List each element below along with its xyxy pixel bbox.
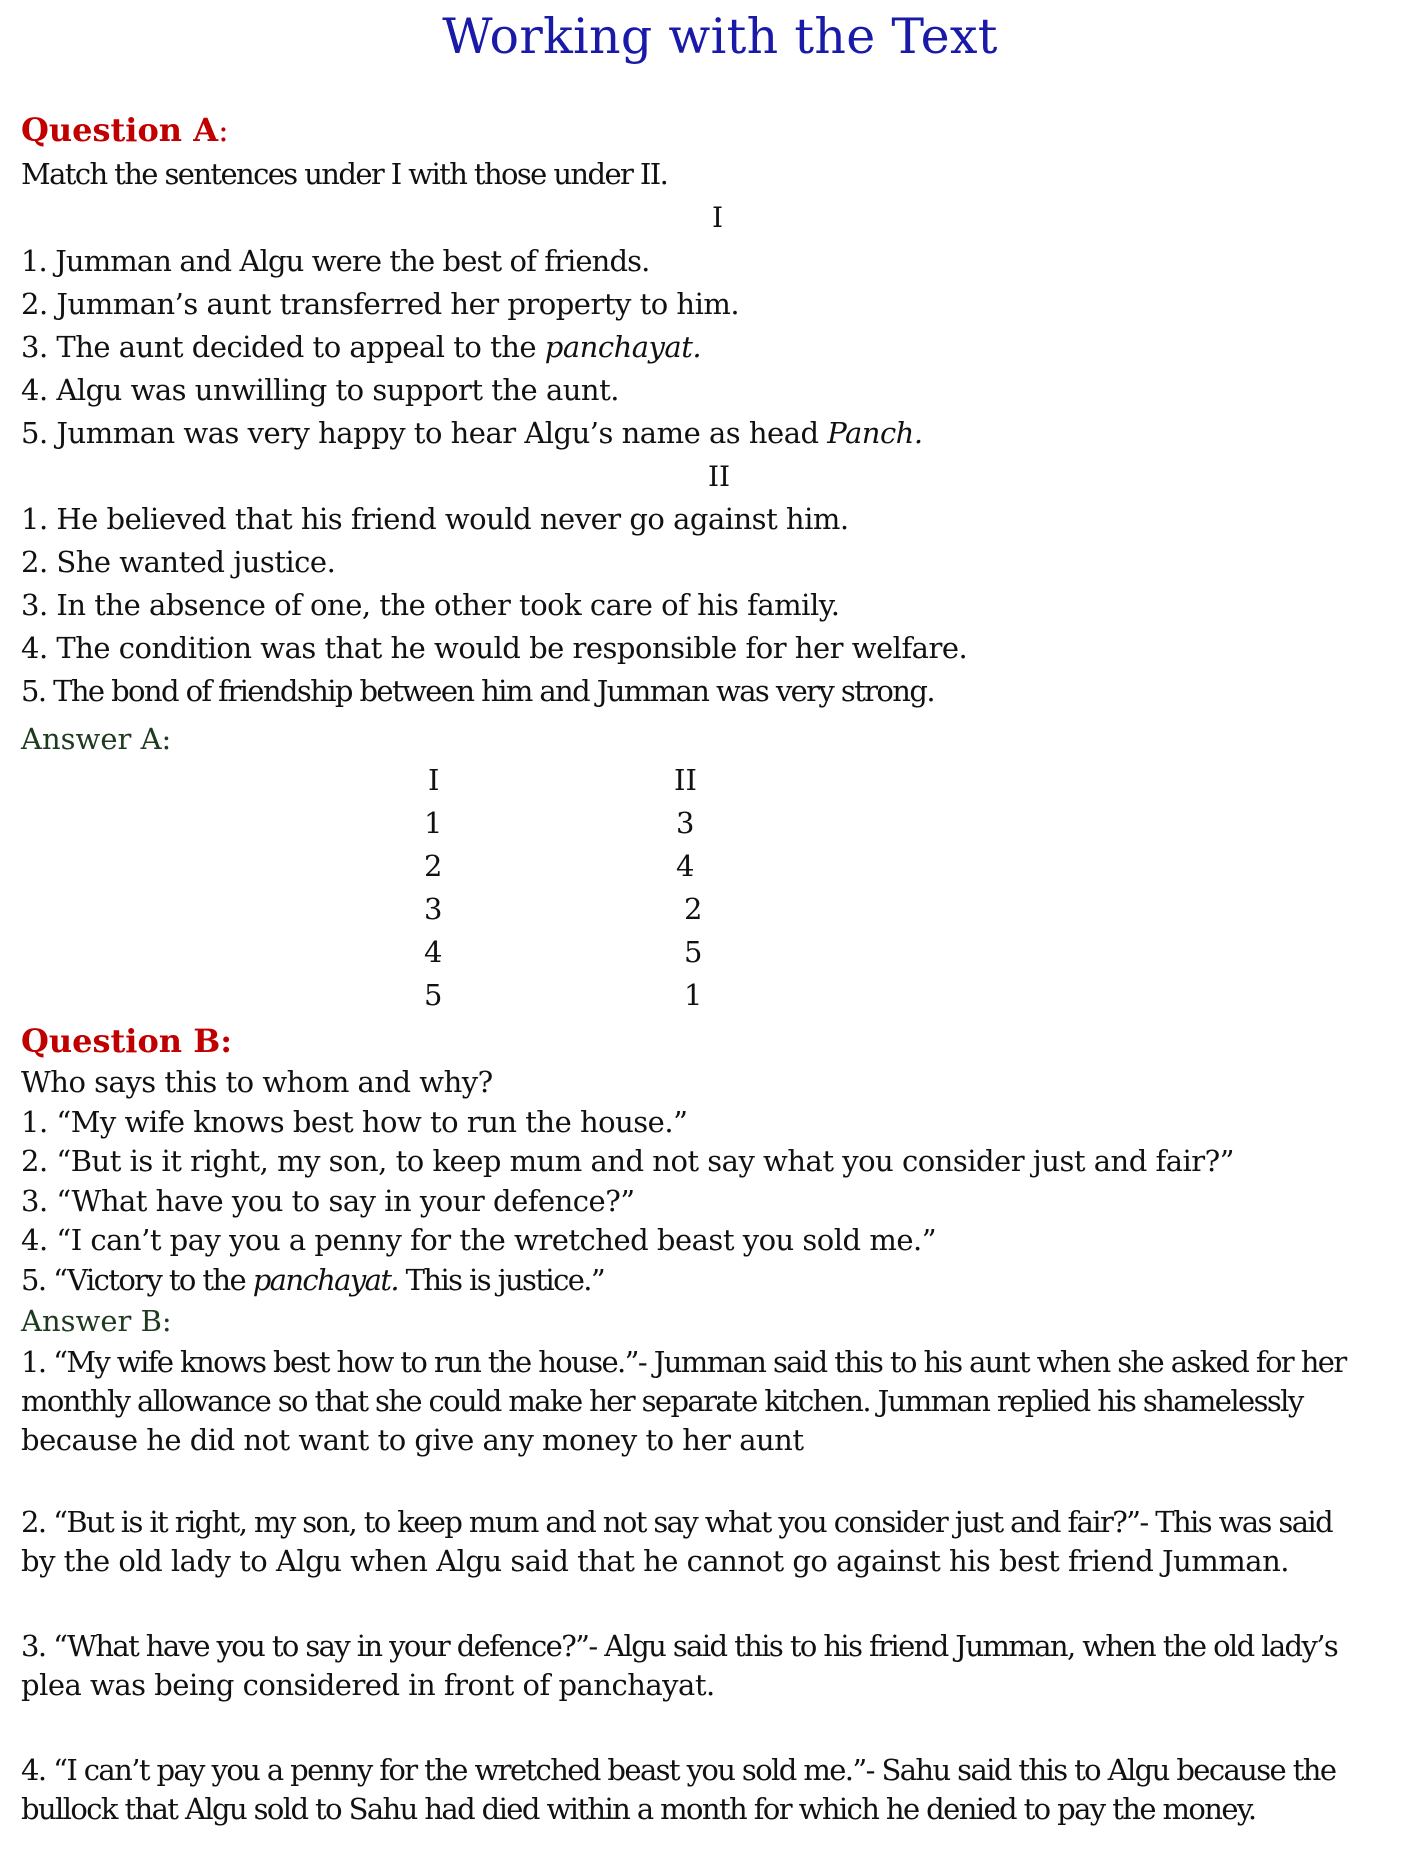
column-i-item [21, 330, 702, 364]
column-ii-item: 5. The bond of friendship between him and Jumman was very strong. [21, 674, 934, 708]
item-text: Jumman’s aunt transferred her property to him. [56, 287, 740, 321]
answer-b-line: 2. “But is it right, my son, to keep mum and not say what you consider just and fair?”- This was said [21, 1505, 1333, 1539]
item-number: 2. [21, 287, 57, 321]
answer-b-line: bullock that Algu sold to Sahu had died within a month for which he denied to pay the money. [21, 1792, 1256, 1826]
answer-a-cell-ii: 3 [676, 806, 695, 840]
column-i-label: I [712, 201, 724, 234]
answer-b-line: 1. “My wife knows best how to run the house.”- Jumman said this to his aunt when she asked for her [21, 1345, 1346, 1379]
item-text: Jumman was very happy to hear Algu’s name as head [56, 416, 828, 450]
item-italic: panchayat. [252, 1263, 398, 1297]
question-a-heading [21, 111, 229, 149]
answer-a-cell-i: 3 [424, 892, 443, 926]
item-number: 5. [21, 416, 57, 450]
answer-a-cell-ii: 2 [684, 892, 703, 926]
item-text: Jumman and Algu were the best of friends. [55, 244, 650, 278]
answer-a-cell-i: 2 [424, 849, 443, 883]
item-text: 5. “Victory to the [21, 1263, 253, 1297]
question-b-item: 1. “My wife knows best how to run the house.” [21, 1105, 688, 1139]
column-i-item [21, 244, 650, 278]
column-ii-item: 3. In the absence of one, the other took care of his family. [21, 588, 840, 622]
question-a-heading-text: Question A [21, 111, 219, 149]
question-b-heading: Question B: [21, 1022, 233, 1060]
answer-a-cell-i: 4 [424, 935, 443, 969]
column-ii-item: 1. He believed that his friend would never go against him. [21, 502, 849, 536]
answer-a-cell-i: 5 [424, 978, 443, 1012]
question-b-item: 3. “What have you to say in your defence?” [21, 1184, 635, 1218]
item-number: 3. [21, 330, 57, 364]
item-number: 1. [21, 244, 56, 278]
page-title: Working with the Text [442, 8, 998, 65]
answer-a-header-i: I [428, 763, 440, 797]
answer-b-label: Answer B: [21, 1304, 172, 1338]
answer-b-line: by the old lady to Algu when Algu said that he cannot go against his best friend Jumman. [21, 1544, 1289, 1578]
answer-b-line: because he did not want to give any money to her aunt [21, 1423, 804, 1457]
answer-a-cell-i: 1 [424, 806, 443, 840]
item-tail: This is justice.” [398, 1263, 605, 1297]
answer-b-line: 4. “I can’t pay you a penny for the wretched beast you sold me.”- Sahu said this to Algu because the [21, 1753, 1336, 1787]
column-i-item [21, 287, 740, 321]
column-i-item [21, 416, 923, 450]
question-b-instruction: Who says this to whom and why? [21, 1065, 493, 1099]
question-b-item [21, 1263, 605, 1297]
column-ii-item: 4. The condition was that he would be responsible for her welfare. [21, 631, 968, 665]
item-number: 4. [21, 373, 57, 407]
question-a-colon: : [218, 111, 229, 149]
question-a-instruction: Match the sentences under I with those under II. [21, 157, 668, 191]
answer-b-line: 3. “What have you to say in your defence?”- Algu said this to his friend Jumman, when the old lady’s [21, 1629, 1338, 1663]
item-italic: Panch. [827, 416, 923, 450]
answer-b-line: monthly allowance so that she could make her separate kitchen. Jumman replied his shamelessly [21, 1384, 1303, 1418]
question-b-item: 2. “But is it right, my son, to keep mum and not say what you consider just and fair?” [21, 1144, 1235, 1178]
column-ii-label: II [708, 460, 731, 493]
answer-a-label: Answer A: [21, 722, 172, 756]
answer-a-header-ii: II [674, 763, 697, 797]
answer-b-line: plea was being considered in front of panchayat. [21, 1668, 715, 1702]
question-b-item: 4. “I can’t pay you a penny for the wretched beast you sold me.” [21, 1223, 937, 1257]
answer-a-cell-ii: 5 [684, 935, 703, 969]
column-i-item [21, 373, 619, 407]
answer-a-cell-ii: 4 [676, 849, 695, 883]
answer-a-cell-ii: 1 [684, 978, 703, 1012]
item-text: The aunt decided to appeal to the [56, 330, 545, 364]
column-ii-item: 2. She wanted justice. [21, 545, 336, 579]
item-italic: panchayat. [544, 330, 702, 364]
item-text: Algu was unwilling to support the aunt. [56, 373, 619, 407]
